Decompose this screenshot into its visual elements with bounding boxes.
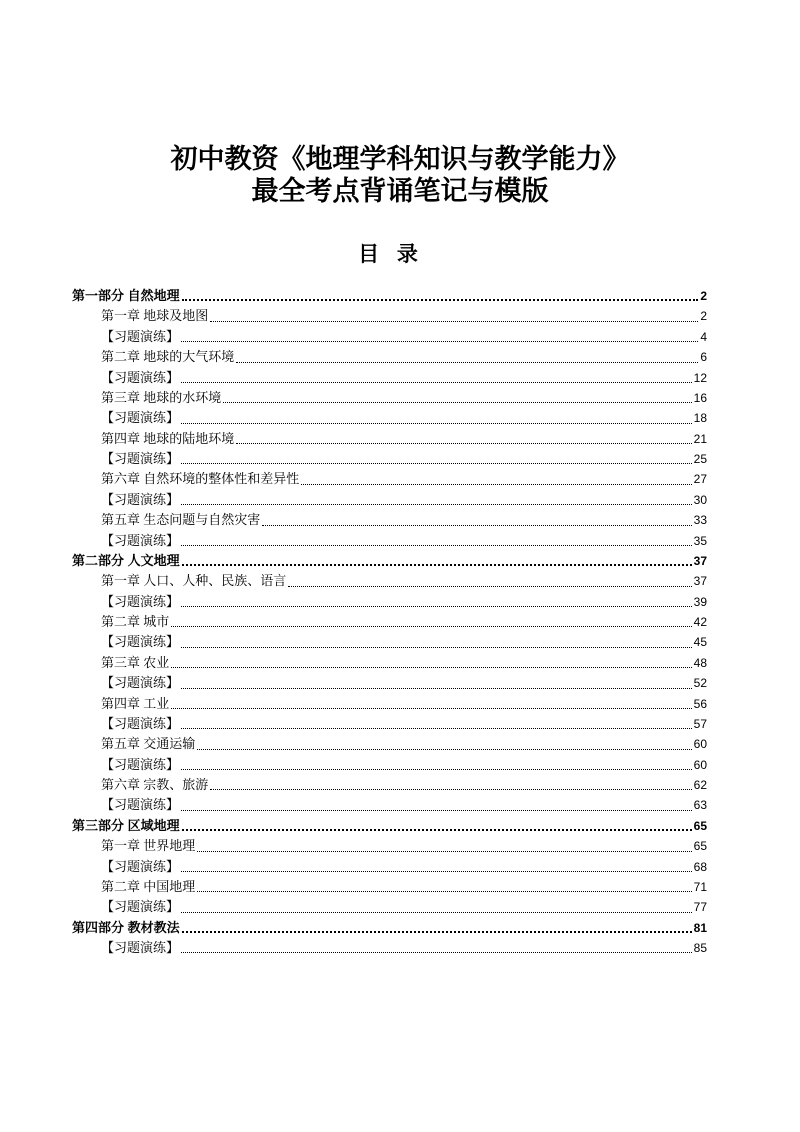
toc-exercise-entry[interactable] (72, 795, 707, 815)
dot-leader (182, 564, 692, 566)
toc-entry-label: 第二章 地球的大气环境 (101, 349, 235, 365)
dot-leader (181, 728, 692, 729)
toc-chapter-entry[interactable] (72, 347, 707, 367)
toc-entry-page: 16 (693, 390, 707, 405)
toc-entry-page: 21 (693, 431, 707, 446)
dot-leader (171, 708, 691, 709)
toc-part-entry[interactable] (72, 286, 707, 306)
toc-entry-label: 第三章 地球的水环境 (101, 389, 222, 405)
toc-exercise-entry[interactable] (72, 755, 707, 775)
dot-leader (181, 912, 692, 913)
dot-leader (182, 299, 699, 301)
dot-leader (181, 871, 692, 872)
toc-entry-label: 【习题演练】 (101, 858, 180, 874)
dot-leader (210, 789, 691, 790)
toc-entry-label: 第六章 宗教、旅游 (101, 777, 209, 792)
toc-entry-label: 【习题演练】 (101, 940, 180, 955)
toc-chapter-entry[interactable] (72, 694, 707, 714)
toc-exercise-entry[interactable] (72, 592, 707, 612)
toc-entry-page: 33 (693, 513, 707, 528)
toc-entry-label: 第四章 地球的陆地环境 (101, 430, 235, 446)
dot-leader (223, 402, 691, 403)
dot-leader (197, 749, 691, 750)
toc-entry-label: 第四章 工业 (101, 695, 170, 711)
toc-entry-label: 【习题演练】 (101, 451, 180, 466)
toc-entry-page: 39 (693, 594, 707, 609)
dot-leader (181, 647, 692, 648)
toc-entry-label: 第六章 自然环境的整体性和差异性 (101, 471, 300, 487)
toc-entry-page: 45 (693, 635, 707, 650)
dot-leader (182, 829, 692, 831)
dot-leader (236, 362, 698, 363)
toc-chapter-entry[interactable] (72, 469, 707, 489)
toc-exercise-entry[interactable] (72, 449, 707, 469)
toc-part-page: 81 (693, 920, 707, 935)
toc-chapter-entry[interactable] (72, 388, 707, 408)
toc-entry-label: 第一章 世界地理 (101, 838, 196, 854)
toc-chapter-entry[interactable] (72, 775, 707, 795)
dot-leader (181, 606, 692, 607)
toc-entry-page: 57 (693, 716, 707, 731)
toc-entry-page: 37 (693, 574, 707, 589)
toc-exercise-entry[interactable] (72, 673, 707, 693)
toc-part-entry[interactable] (72, 551, 707, 571)
dot-leader (181, 688, 692, 689)
toc-chapter-entry[interactable] (72, 877, 707, 897)
toc-entry-label: 【习题演练】 (101, 328, 180, 344)
document-title (0, 143, 800, 207)
dot-leader (181, 341, 698, 342)
toc-part-entry[interactable] (72, 816, 707, 836)
toc-entry-label: 【习题演练】 (101, 756, 180, 772)
dot-leader (210, 321, 698, 322)
toc-entry-page: 25 (693, 452, 707, 466)
toc-entry-label: 第一章 地球及地图 (101, 308, 209, 324)
toc-entry-label: 【习题演练】 (101, 491, 180, 507)
dot-leader (181, 810, 692, 811)
dot-leader (301, 484, 691, 485)
toc-chapter-entry[interactable] (72, 612, 707, 632)
toc-entry-page: 35 (693, 533, 707, 548)
toc-heading: 目 录 (358, 243, 418, 266)
toc-part-entry[interactable] (72, 918, 707, 938)
toc-entry-label: 第一章 人口、人种、民族、语言 (101, 573, 287, 589)
toc-entry-label: 第五章 交通运输 (101, 736, 196, 752)
toc-entry-page: 65 (693, 839, 707, 854)
toc-entry-label: 【习题演练】 (101, 410, 180, 426)
toc-part-label: 第二部分 人文地理 (72, 552, 180, 568)
toc-entry-label: 【习题演练】 (101, 369, 180, 385)
toc-entry-label: 第五章 生态问题与自然灾害 (101, 512, 261, 528)
toc-chapter-entry[interactable] (72, 734, 707, 754)
toc-exercise-entry[interactable] (72, 938, 707, 958)
dot-leader (181, 382, 692, 383)
toc-exercise-entry[interactable] (72, 714, 707, 734)
toc-entry-label: 第三章 农业 (101, 654, 170, 670)
toc-entry-page: 85 (693, 941, 707, 955)
toc-chapter-entry[interactable] (72, 306, 707, 326)
toc-entry-label: 【习题演练】 (101, 634, 180, 650)
toc-part-page: 37 (693, 553, 707, 568)
toc-entry-label: 第二章 城市 (101, 614, 170, 629)
toc-entry-page: 6 (700, 350, 707, 365)
dot-leader (236, 443, 691, 444)
dot-leader (197, 891, 691, 892)
toc-part-page: 65 (693, 818, 707, 833)
toc-entry-page: 48 (693, 655, 707, 670)
toc-entry-page: 71 (693, 879, 707, 894)
toc-exercise-entry[interactable] (72, 327, 707, 347)
toc-part-label: 第三部分 区域地理 (72, 817, 180, 833)
toc-part-label: 第一部分 自然地理 (72, 288, 180, 303)
dot-leader (181, 952, 692, 953)
toc-chapter-entry[interactable] (72, 571, 707, 591)
toc-entry-page: 63 (693, 798, 707, 813)
toc-exercise-entry[interactable] (72, 490, 707, 510)
document-title-line-2: 最全考点背诵笔记与模版 (251, 176, 549, 206)
toc-chapter-entry[interactable] (72, 510, 707, 530)
toc-entry-page: 77 (693, 900, 707, 915)
toc-exercise-entry[interactable] (72, 632, 707, 652)
toc-entry-label: 【习题演练】 (101, 593, 180, 609)
toc-entry-label: 【习题演练】 (101, 675, 180, 691)
toc-entry-page: 68 (693, 859, 707, 874)
toc-exercise-entry[interactable] (72, 408, 707, 428)
toc-entry-page: 60 (693, 737, 707, 752)
toc-entry-page: 62 (693, 778, 707, 792)
toc-entry-page: 52 (693, 676, 707, 691)
toc-entry-label: 【习题演练】 (101, 715, 180, 731)
toc-entry-page: 30 (693, 492, 707, 507)
table-of-contents (72, 286, 707, 958)
toc-entry-label: 【习题演练】 (101, 899, 180, 915)
dot-leader (181, 504, 692, 505)
toc-entry-page: 56 (693, 696, 707, 711)
dot-leader (288, 586, 691, 587)
dot-leader (181, 423, 692, 424)
document-title-line-1: 初中教资《地理学科知识与教学能力》 (170, 144, 630, 174)
dot-leader (197, 851, 691, 852)
dot-leader (182, 931, 692, 933)
toc-entry-page: 60 (693, 757, 707, 772)
toc-entry-label: 【习题演练】 (101, 532, 180, 548)
dot-leader (181, 769, 692, 770)
toc-chapter-entry[interactable] (72, 653, 707, 673)
dot-leader (171, 626, 691, 627)
dot-leader (262, 525, 691, 526)
toc-entry-page: 2 (700, 309, 707, 324)
toc-entry-label: 第二章 中国地理 (101, 878, 196, 894)
toc-entry-label: 【习题演练】 (101, 797, 180, 813)
dot-leader (181, 463, 692, 464)
toc-exercise-entry[interactable] (72, 897, 707, 917)
toc-exercise-entry[interactable] (72, 531, 707, 551)
dot-leader (181, 545, 692, 546)
toc-part-label: 第四部分 教材教法 (72, 919, 180, 935)
toc-entry-page: 42 (693, 615, 707, 629)
toc-chapter-entry[interactable] (72, 836, 707, 856)
toc-chapter-entry[interactable] (72, 429, 707, 449)
toc-exercise-entry[interactable] (72, 368, 707, 388)
toc-entry-page: 12 (693, 370, 707, 385)
toc-part-page: 2 (700, 289, 707, 303)
toc-exercise-entry[interactable] (72, 857, 707, 877)
toc-entry-page: 27 (693, 472, 707, 487)
dot-leader (171, 667, 691, 668)
toc-entry-page: 18 (693, 411, 707, 426)
toc-entry-page: 4 (700, 329, 707, 344)
